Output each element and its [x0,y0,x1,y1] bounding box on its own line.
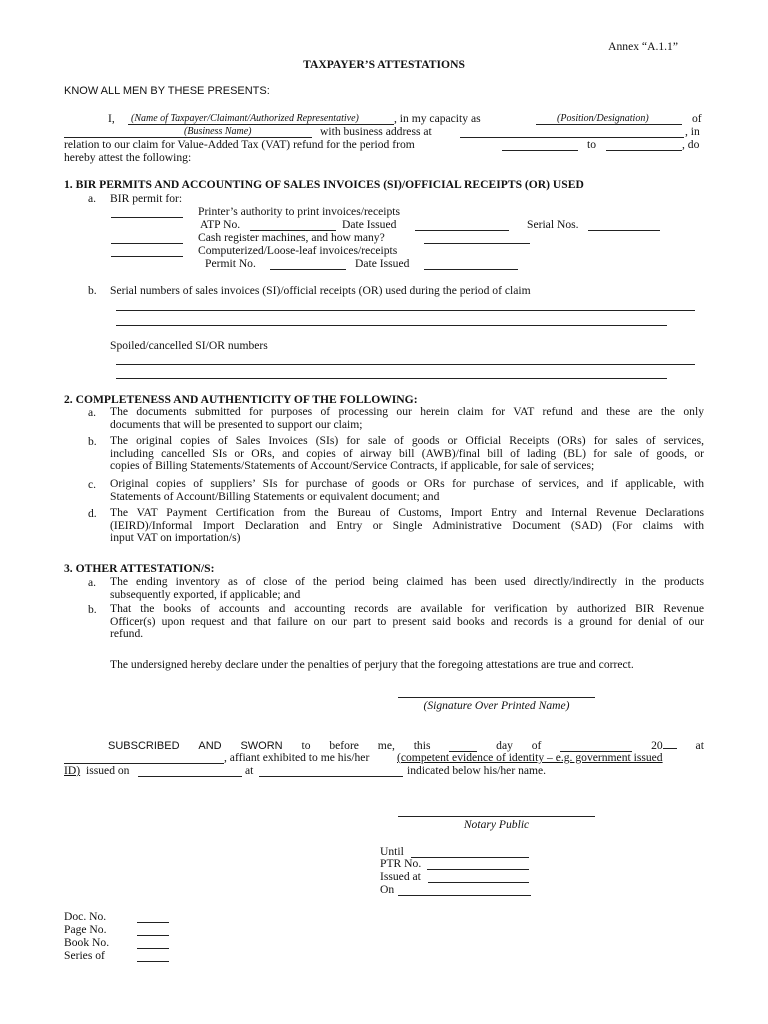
day-word: day [496,739,513,752]
s2-d-label: d. [88,507,97,520]
notary-label: Notary Public [463,818,530,831]
perjury-declaration: The undersigned hereby declare under the penalties of perjury that the foregoing attestations are true and correct. [110,658,634,671]
business-address-text: with business address at [320,125,432,138]
s3-b-text [110,603,704,641]
s2-a-label: a. [88,406,97,419]
on-blank[interactable] [398,895,531,896]
spoiled-line-2[interactable] [116,378,667,379]
on-label: On [380,883,395,896]
s3-a-line: The ending inventory as of close of the period being claimed has been used directly/indirectly in the products [110,575,704,588]
indicated-text: indicated below his/her name. [407,764,547,777]
notary-issued-at-blank[interactable] [428,882,529,883]
until-blank[interactable] [411,857,529,858]
to-text: to [587,138,597,151]
s2-d-line: The VAT Payment Certification from the Bureau of Customs, Import Entry and Internal Revenue Declarations [110,506,704,519]
s2-a-line: The documents submitted for purposes of processing our herein claim for VAT refund and these are the only [110,405,704,418]
computerized-label: Computerized/Loose-leaf invoices/receipts [198,244,398,257]
s2-b-line: including cancelled SIs or ORs, and copies of airway bill (AWB)/final bill of lading (BL) for sale of goods, or [110,446,704,460]
to-word: to [301,739,311,752]
s2-c-line: Statements of Account/Billing Statements or equivalent document; and [110,489,440,503]
ptr-blank[interactable] [427,869,529,870]
issued-at-label: Issued at [380,870,421,883]
page-title: TAXPAYER’S ATTESTATIONS [303,58,465,71]
doc-no-blank[interactable] [137,922,169,923]
cash-register-label: Cash register machines, and how many? [198,231,385,244]
ptr-label: PTR No. [380,857,422,870]
signature-line[interactable] [398,697,595,698]
year-prefix: 20 [651,739,663,752]
period-to-blank[interactable] [606,150,682,151]
until-label: Until [380,845,404,858]
page-no-label: Page No. [64,923,107,936]
this-word: this [413,739,431,752]
section3-heading: 3. OTHER ATTESTATION/S: [64,562,215,575]
year-field [651,738,677,752]
s3-b-label: b. [88,603,97,616]
s2-a-line: documents that will be presented to support our claim; [110,417,363,431]
s2-b-line: copies of Billing Statements/Statements of Account/Service Contracts, if applicable, for sale of services; [110,459,595,472]
date-issued-label: Date Issued [342,218,397,231]
series-of-blank[interactable] [137,961,169,962]
s2-b-label: b. [88,435,97,448]
serial-numbers-line-2[interactable] [116,325,667,326]
do-text: , do [682,138,700,151]
permit-no-label: Permit No. [205,257,256,270]
position-blank[interactable] [536,124,682,125]
computerized-check-blank[interactable] [111,256,183,257]
printer-check-blank[interactable] [111,217,183,218]
spoiled-line-1[interactable] [116,364,695,365]
s1-a-text: BIR permit for: [110,192,183,205]
s2-d-line: (IEIRD)/Informal Import Declaration and Entry or Single Administrative Document (SAD) (For claims with [110,518,704,532]
and-word: AND [198,740,222,752]
of-text: of [692,112,702,125]
section2-heading: 2. COMPLETENESS AND AUTHENTICITY OF THE FOLLOWING: [64,393,418,406]
intro-i: I, [108,112,115,125]
s2-a-text [110,406,704,431]
issued-at-blank[interactable] [259,776,403,777]
s1-a-label: a. [88,192,97,205]
date-issued-2-blank[interactable] [424,269,518,270]
book-no-label: Book No. [64,936,110,949]
s1-b-label: b. [88,284,97,297]
sworn-line-1 [108,738,704,752]
book-no-blank[interactable] [137,948,169,949]
section1-heading: 1. BIR PERMITS AND ACCOUNTING OF SALES INVOICES (SI)/OFFICIAL RECEIPTS (OR) USED [64,178,584,191]
know-all-men: KNOW ALL MEN BY THESE PRESENTS: [64,85,270,97]
affiant-text: , affiant exhibited to me his/her [224,751,370,764]
cash-register-check-blank[interactable] [111,243,183,244]
s2-d-line: input VAT on importation/s) [110,531,241,544]
s3-a-text [110,576,704,601]
s2-c-line: Original copies of suppliers’ SIs for purchase of goods or ORs for purchase of services, and if applicable, with [110,477,704,490]
permit-no-blank[interactable] [270,269,346,270]
business-hint: (Business Name) [184,126,252,137]
s3-a-label: a. [88,576,97,589]
serial-nos-blank[interactable] [588,230,660,231]
sworn-word: SWORN [240,740,283,752]
period-from-blank[interactable] [502,150,578,151]
attest-text: hereby attest the following: [64,151,192,164]
business-address-blank[interactable] [460,137,684,138]
s3-a-line: subsequently exported, if applicable; and [110,587,301,601]
issued-on-text: issued on [86,764,130,777]
serial-nos-label: Serial Nos. [527,218,579,231]
notary-signature-line[interactable] [398,816,595,817]
s2-d-text [110,507,704,545]
me-word: me, [377,739,395,752]
s2-c-label: c. [88,478,97,491]
in-capacity-text: , in my capacity as [394,112,481,125]
evidence-text: (competent evidence of identity – e.g. government issued [397,751,663,764]
subscribed-word: SUBSCRIBED [108,740,180,752]
before-word: before [329,739,359,752]
s3-b-line: refund. [110,627,144,640]
atp-label: ATP No. [200,218,241,231]
at2-text: at [245,764,254,777]
annex-label: Annex “A.1.1” [608,40,678,53]
date-issued-blank[interactable] [415,230,509,231]
id-text: ID) [64,764,81,777]
date-issued-2-label: Date Issued [355,257,410,270]
in-text: , in [685,125,700,138]
s2-b-line: The original copies of Sales Invoices (SIs) for sale of goods or Official Receipts (ORs) for sales of services, [110,434,704,447]
page-no-blank[interactable] [137,935,169,936]
doc-no-label: Doc. No. [64,910,107,923]
series-of-label: Series of [64,949,105,962]
s3-b-line: That the books of accounts and accounting records are available for verification by authorized BIR Revenue [110,602,704,615]
issued-on-blank[interactable] [138,776,242,777]
printer-authority: Printer’s authority to print invoices/receipts [198,205,400,218]
s2-c-text [110,478,704,503]
s1-b-text: Serial numbers of sales invoices (SI)/official receipts (OR) used during the period of claim [110,284,531,297]
at-word: at [695,739,704,752]
cash-register-count-blank[interactable] [424,243,530,244]
name-hint: (Name of Taxpayer/Claimant/Authorized Representative) [131,113,359,124]
relation-text: relation to our claim for Value-Added Tax (VAT) refund for the period from [64,138,415,151]
s2-b-text [110,435,704,473]
signature-label: (Signature Over Printed Name) [423,699,570,712]
year-blank[interactable] [663,738,677,749]
s3-b-line: Officer(s) upon request and that failure on our part to present said books and records is a ground for denial of our [110,614,704,628]
of-word: of [531,739,542,752]
spoiled-label: Spoiled/cancelled SI/OR numbers [110,339,268,352]
serial-numbers-line-1[interactable] [116,310,695,311]
position-hint: (Position/Designation) [557,113,649,124]
